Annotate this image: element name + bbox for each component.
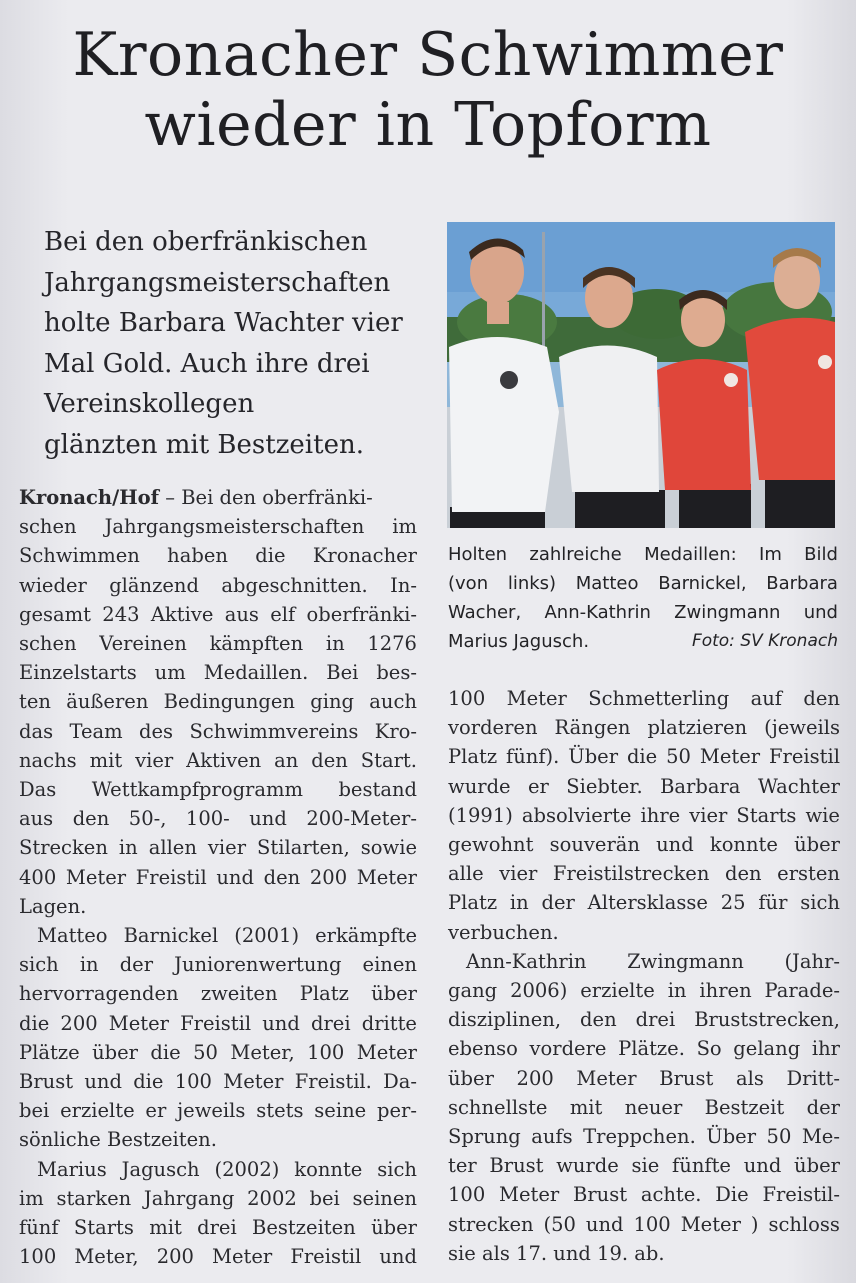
body-line: Plätze über die 50 Meter, 100 Meter <box>19 1040 417 1064</box>
lead-line: glänzten mit Bestzeiten. <box>44 429 364 460</box>
article-column-2 <box>448 684 840 1268</box>
body-line: 100 Meter Brust achte. Die Freistil- <box>448 1183 840 1207</box>
body-line: gesamt 243 Aktive aus elf oberfränki- <box>19 602 417 626</box>
body-line: Ann-Kathrin Zwingmann (Jahr- <box>466 949 840 973</box>
article-headline <box>0 20 856 160</box>
body-line: sie als 17. und 19. ab. <box>448 1241 665 1265</box>
body-line: Sprung aufs Treppchen. Über 50 Me- <box>448 1125 840 1149</box>
body-line: aus den 50-, 100- und 200-Meter- <box>19 807 417 831</box>
caption-line: (von links) Matteo Barnickel, Barbara <box>448 573 838 594</box>
lead-line: Jahrgangsmeisterschaften <box>44 267 391 298</box>
team-photo-illustration <box>447 222 835 528</box>
body-text: – Bei den oberfränki- <box>159 486 373 509</box>
body-line: vorderen Rängen platzieren (jeweils <box>448 716 840 740</box>
dateline: Kronach/Hof <box>19 486 160 509</box>
photo-caption <box>448 540 838 656</box>
body-line: wieder glänzend abgeschnitten. In- <box>19 573 417 597</box>
body-line: disziplinen, den drei Bruststrecken, <box>448 1008 840 1032</box>
lead-line: Mal Gold. Auch ihre drei <box>44 348 370 379</box>
body-line: (1991) absolvierte ihre vier Starts wie <box>448 803 840 827</box>
body-line: gang 2006) erzielte in ihren Parade- <box>448 979 840 1003</box>
body-line: Matteo Barnickel (2001) erkämpfte <box>37 924 417 948</box>
caption-line: Holten zahlreiche Medaillen: Im Bild <box>448 544 838 565</box>
body-line: bei erzielte er jeweils stets seine per- <box>19 1099 417 1123</box>
headline-line-1: Kronacher Schwimmer <box>72 20 784 90</box>
body-line: Platz in der Altersklasse 25 für sich <box>448 891 840 915</box>
body-line: das Team des Schwimmvereins Kro- <box>19 719 417 743</box>
body-line: Einzelstarts um Medaillen. Bei bes- <box>19 661 417 685</box>
body-line: hervorragenden zweiten Platz über <box>19 982 417 1006</box>
body-line: strecken (50 und 100 Meter ) schloss <box>448 1212 840 1236</box>
body-line: wurde er Siebter. Barbara Wachter <box>448 774 840 798</box>
body-line: Marius Jagusch (2002) konnte sich <box>37 1157 417 1181</box>
body-line: im starken Jahrgang 2002 bei seinen <box>19 1186 417 1210</box>
body-line: Schwimmen haben die Kronacher <box>19 544 417 568</box>
body-line: sich in der Juniorenwertung einen <box>19 953 417 977</box>
body-line: nachs mit vier Aktiven an den Start. <box>19 748 417 772</box>
caption-line: Wacher, Ann-Kathrin Zwingmann und <box>448 602 838 623</box>
body-line: ter Brust wurde sie fünfte und über <box>448 1154 840 1178</box>
body-line: Das Wettkampfprogramm bestand <box>19 778 417 802</box>
headline-line-2: wieder in Topform <box>144 90 712 160</box>
body-line: schnellste mit neuer Bestzeit der <box>448 1095 840 1119</box>
body-line: ebenso vordere Plätze. So gelang ihr <box>448 1037 840 1061</box>
article-column-1 <box>19 483 417 1271</box>
body-line: alle vier Freistilstrecken den ersten <box>448 862 840 886</box>
body-line: 100 Meter, 200 Meter Freistil und <box>19 1245 417 1269</box>
body-line: 400 Meter Freistil und den 200 Meter <box>19 865 417 889</box>
body-line: schen Jahrgangsmeisterschaften im <box>19 515 417 539</box>
body-line: Brust und die 100 Meter Freistil. Da- <box>19 1070 417 1094</box>
body-line: über 200 Meter Brust als Dritt- <box>448 1066 840 1090</box>
body-line: die 200 Meter Freistil und drei dritte <box>19 1011 417 1035</box>
article-lead <box>44 222 424 465</box>
body-line: Strecken in allen vier Stilarten, sowie <box>19 836 417 860</box>
body-line: ten äußeren Bedingungen ging auch <box>19 690 417 714</box>
body-line: Lagen. <box>19 894 87 918</box>
lead-line: holte Barbara Wachter vier <box>44 308 403 338</box>
caption-line <box>448 627 838 656</box>
lead-line: Bei den oberfränkischen <box>44 227 368 257</box>
photo-credit: Foto: SV Kronach <box>691 631 838 651</box>
body-line: sönliche Bestzeiten. <box>19 1128 217 1152</box>
body-line: fünf Starts mit drei Bestzeiten über <box>19 1216 417 1240</box>
team-photo <box>447 222 835 528</box>
body-line: Platz fünf). Über die 50 Meter Freistil <box>448 745 840 769</box>
body-line: verbuchen. <box>448 920 559 944</box>
body-line: gewohnt souverän und konnte über <box>448 833 840 857</box>
caption-text: Marius Jagusch. <box>448 631 590 652</box>
body-line <box>19 483 417 512</box>
lead-line: Vereinskollegen <box>44 389 255 419</box>
body-line: schen Vereinen kämpften in 1276 <box>19 632 417 656</box>
body-line: 100 Meter Schmetterling auf den <box>448 687 840 710</box>
